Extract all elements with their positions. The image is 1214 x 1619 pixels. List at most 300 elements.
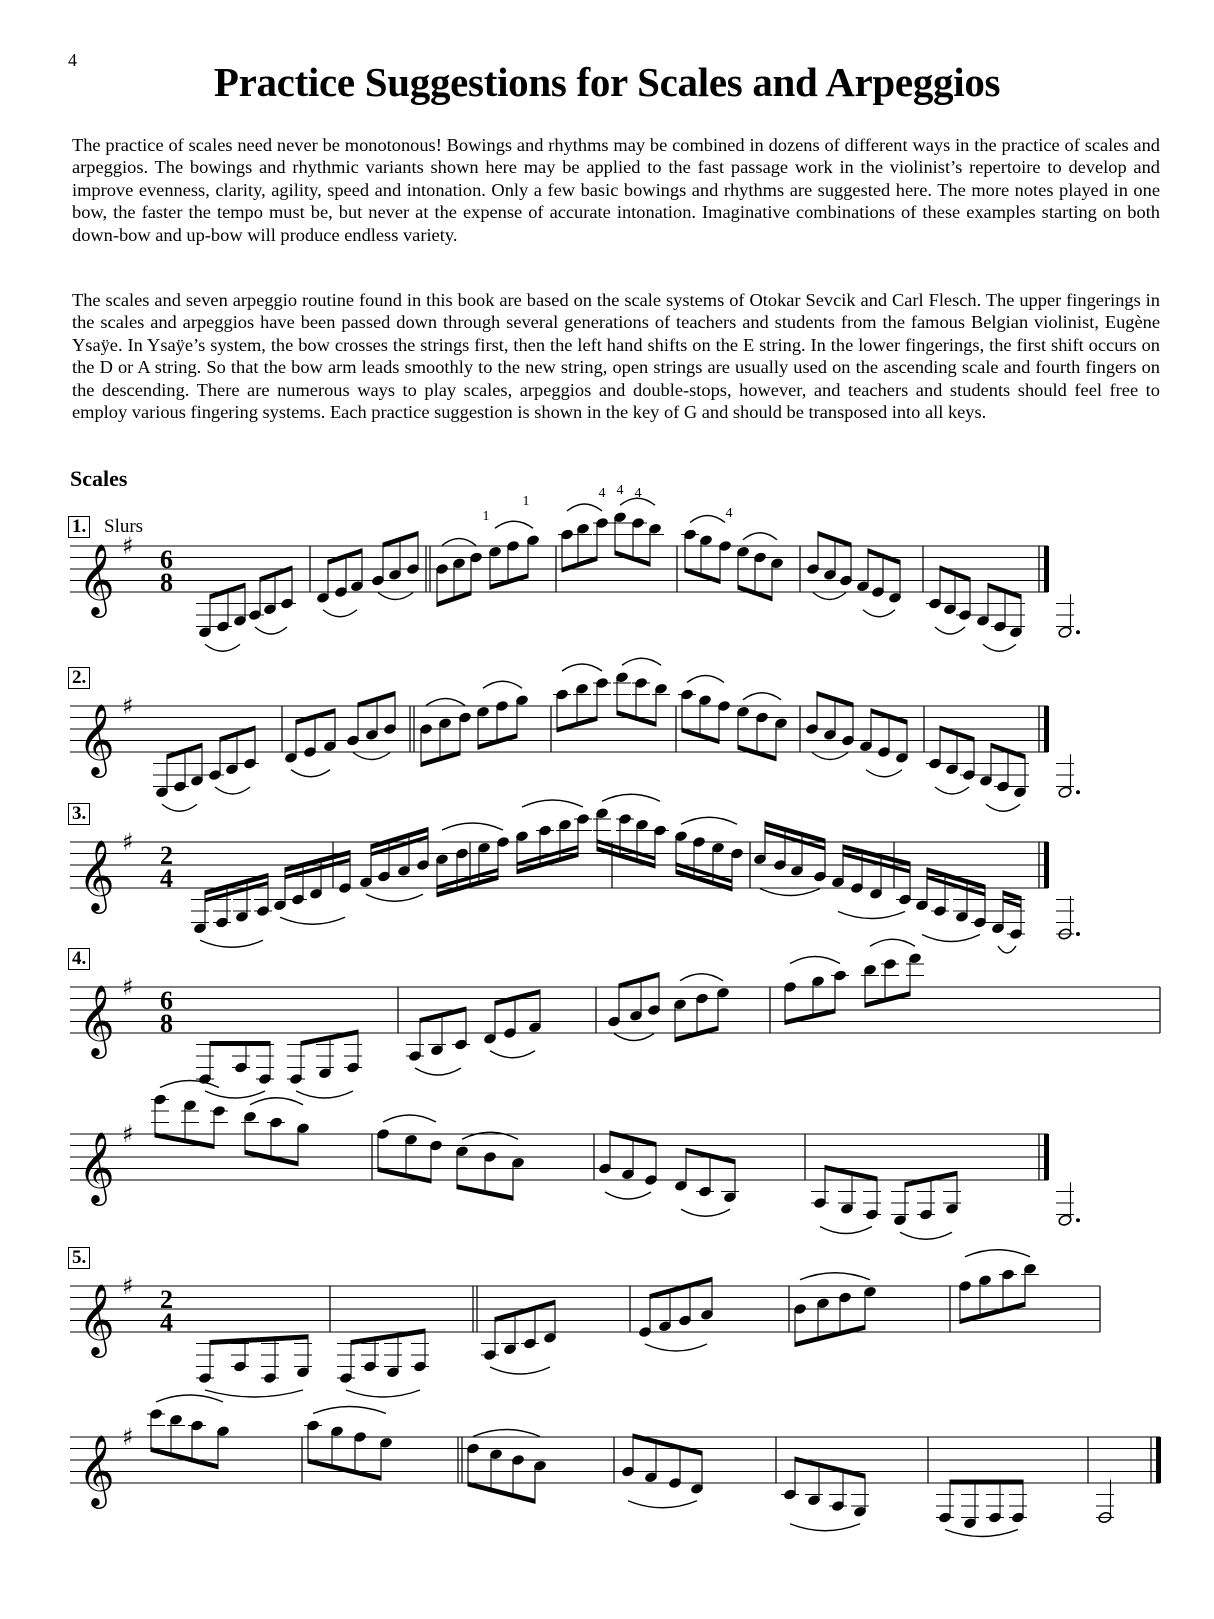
slur: [614, 1034, 654, 1041]
slur: [743, 693, 781, 700]
slur: [162, 804, 197, 811]
slur: [567, 504, 602, 511]
note-head: [379, 1436, 393, 1449]
slur: [838, 912, 905, 919]
note-head: [169, 1413, 183, 1426]
note-head: [898, 893, 912, 906]
slur: [900, 1232, 952, 1239]
beam: [495, 989, 540, 1006]
note-head: [575, 682, 589, 695]
beam: [865, 991, 910, 1008]
note-head: [668, 1477, 682, 1490]
slur: [743, 533, 777, 540]
beam-secondary: [285, 858, 350, 879]
note-head: [723, 1191, 737, 1204]
time-signature-bottom: 8: [160, 568, 173, 597]
note-head: [644, 1471, 658, 1484]
beam: [437, 875, 498, 897]
beam: [421, 750, 460, 767]
beam-secondary: [676, 862, 732, 883]
note-head: [495, 700, 509, 713]
note-head: [629, 1009, 643, 1022]
beam: [905, 1171, 957, 1188]
note-head: [945, 763, 959, 776]
note-head: [330, 1425, 344, 1438]
example-label-4: 4.: [68, 948, 90, 970]
note-head: [730, 847, 744, 860]
beam: [738, 585, 772, 602]
note-head: [318, 1067, 332, 1080]
sharp-icon: ♯: [122, 1423, 134, 1451]
note-head: [773, 859, 787, 872]
note-head: [216, 620, 230, 633]
note-head: [1011, 1511, 1025, 1524]
note-head: [273, 899, 287, 912]
note-head: [538, 824, 552, 837]
beam: [151, 1447, 218, 1469]
note-head: [469, 551, 483, 564]
beam-secondary: [205, 881, 268, 902]
slur: [620, 498, 655, 505]
note-head: [698, 694, 712, 707]
note-head: [233, 614, 247, 627]
beam: [988, 583, 1021, 600]
note-head: [404, 1133, 418, 1146]
note-head: [346, 1061, 360, 1074]
beam: [562, 556, 597, 573]
time-signature-top: 2: [160, 841, 173, 870]
slur: [366, 894, 423, 901]
note-head: [838, 1291, 852, 1304]
note-head: [528, 1021, 542, 1034]
slur: [986, 804, 1020, 811]
note-head: [489, 1448, 503, 1461]
slur: [790, 1524, 860, 1531]
beam: [378, 1167, 431, 1184]
note-head: [198, 1372, 212, 1385]
note-head: [928, 597, 942, 610]
fingering-number: 4: [616, 483, 624, 498]
note-head: [243, 1110, 257, 1123]
note-head: [883, 958, 897, 971]
note-head: [856, 580, 870, 593]
note-head: [1013, 786, 1027, 799]
note-head: [576, 522, 590, 535]
note-head: [958, 609, 972, 622]
beam: [617, 710, 656, 727]
note-head: [807, 1494, 821, 1507]
beam: [308, 1458, 381, 1480]
note-head: [291, 893, 305, 906]
note-head: [435, 563, 449, 576]
note-head: [306, 1419, 320, 1432]
beam-secondary: [597, 839, 655, 860]
slur: [383, 1115, 436, 1122]
beam: [437, 590, 471, 607]
beam: [795, 1325, 865, 1347]
beam: [825, 1165, 877, 1182]
beam: [843, 844, 910, 866]
note-head: [353, 1431, 367, 1444]
note-head: [895, 751, 909, 764]
note-head: [692, 836, 706, 849]
beam: [210, 1334, 308, 1345]
time-signature-bottom: 4: [160, 864, 173, 893]
note-head: [225, 763, 239, 776]
note-head: [1001, 1268, 1015, 1281]
slur: [965, 1250, 1030, 1257]
note-head: [690, 1482, 704, 1495]
half-note-head: [1058, 1214, 1072, 1227]
note-head: [515, 694, 529, 707]
note-head: [377, 870, 391, 883]
note-head: [753, 551, 767, 564]
note-head: [996, 780, 1010, 793]
note-head: [560, 528, 574, 541]
note-head: [430, 1044, 444, 1057]
note-head: [877, 746, 891, 759]
note-head: [973, 916, 987, 929]
note-head: [153, 1093, 167, 1106]
note-head: [406, 563, 420, 576]
sharp-icon: ♯: [122, 692, 134, 720]
note-head: [653, 824, 667, 837]
note-head: [365, 728, 379, 741]
note-head: [793, 1303, 807, 1316]
slur: [562, 664, 602, 671]
note-head: [483, 1349, 497, 1362]
beam: [686, 1148, 735, 1165]
slur: [681, 1209, 730, 1216]
note-head: [256, 905, 270, 918]
beam: [950, 1480, 1023, 1485]
note-head: [533, 1459, 547, 1472]
note-head: [452, 557, 466, 570]
note-head: [419, 723, 433, 736]
note-head: [774, 717, 788, 730]
dot: [1076, 630, 1080, 634]
note-head: [615, 671, 629, 684]
note-head: [323, 740, 337, 753]
slur: [935, 787, 969, 794]
note-head: [397, 864, 411, 877]
note-head: [595, 677, 609, 690]
note-head: [503, 1343, 517, 1356]
note-head: [644, 1174, 658, 1187]
note-head: [193, 922, 207, 935]
sharp-icon: ♯: [122, 828, 134, 856]
note-head: [386, 1366, 400, 1379]
note-head: [215, 916, 229, 929]
note-head: [680, 688, 694, 701]
beam: [210, 583, 245, 600]
note-head: [383, 723, 397, 736]
slur: [605, 1192, 651, 1199]
note-head: [296, 1366, 310, 1379]
note-head: [455, 847, 469, 860]
beam: [871, 708, 907, 725]
note-head: [598, 1162, 612, 1175]
note-head: [429, 1139, 443, 1152]
slur: [645, 1344, 707, 1351]
beam: [785, 1008, 835, 1024]
note-head: [621, 1168, 635, 1181]
beam: [795, 1457, 865, 1479]
slur: [922, 935, 980, 942]
slur: [866, 770, 902, 777]
note-head: [1023, 1262, 1037, 1275]
slur: [205, 644, 240, 651]
beam: [220, 726, 255, 743]
note-head: [416, 859, 430, 872]
note-head: [309, 887, 323, 900]
slur: [462, 1132, 518, 1139]
beam: [495, 1300, 555, 1322]
example-label-1: 1.: [68, 516, 90, 538]
note-head: [269, 1116, 283, 1129]
beam-secondary: [517, 845, 578, 866]
slur: [442, 823, 503, 830]
final-barline: [1044, 546, 1049, 592]
example-label-2: 2.: [68, 667, 90, 689]
note-head: [1009, 626, 1023, 639]
note-head: [558, 818, 572, 831]
note-head: [503, 1027, 517, 1040]
slur: [296, 1091, 353, 1098]
final-barline: [1156, 1437, 1161, 1483]
note-head: [928, 757, 942, 770]
section-heading-scales: Scales: [70, 466, 128, 491]
note-head: [466, 1442, 480, 1455]
note-head: [515, 830, 529, 843]
beam: [619, 972, 659, 989]
slur: [250, 1098, 303, 1105]
dot: [1076, 932, 1080, 936]
page-number: 4: [68, 50, 77, 70]
note-head: [212, 1105, 226, 1118]
beam: [468, 1481, 535, 1503]
note-head: [933, 905, 947, 918]
note-head: [753, 853, 767, 866]
note-head: [455, 1145, 469, 1158]
slur: [291, 770, 330, 777]
beam: [155, 1132, 214, 1149]
note-head: [695, 992, 709, 1005]
note-head: [859, 740, 873, 753]
sharp-icon: ♯: [122, 973, 134, 1001]
note-head: [699, 534, 713, 547]
note-head: [483, 1151, 497, 1164]
note-head: [783, 1488, 797, 1501]
note-head: [958, 1280, 972, 1293]
slur: [680, 974, 723, 981]
fingering-number: 4: [725, 506, 733, 521]
half-note-head: [1058, 928, 1072, 941]
slur: [205, 1390, 303, 1397]
time-signature-top: 2: [160, 1285, 173, 1314]
note-head: [736, 545, 750, 558]
note-head: [258, 1073, 272, 1086]
treble-clef-icon: 𝄞: [78, 1282, 115, 1355]
note-head: [263, 603, 277, 616]
note-head: [943, 603, 957, 616]
note-head: [413, 1360, 427, 1373]
beam-secondary: [843, 852, 910, 873]
note-head: [988, 1511, 1002, 1524]
note-head: [811, 975, 825, 988]
beam: [818, 531, 851, 548]
slur: [160, 1081, 219, 1088]
note-head: [338, 882, 352, 895]
note-head: [296, 1122, 310, 1135]
slur: [323, 610, 357, 617]
note-head: [813, 870, 827, 883]
slur: [820, 1227, 872, 1234]
beam: [358, 691, 395, 708]
note-head: [658, 1320, 672, 1333]
note-head: [595, 807, 609, 820]
note-head: [711, 841, 725, 854]
treble-clef-icon: 𝄞: [78, 542, 115, 615]
note-head: [813, 1197, 827, 1210]
slur: [200, 940, 263, 947]
note-head: [346, 734, 360, 747]
note-head: [816, 1297, 830, 1310]
note-head: [371, 574, 385, 587]
note-head: [511, 1156, 525, 1169]
beam: [490, 573, 528, 590]
half-note-head: [1058, 786, 1072, 799]
note-head: [893, 1214, 907, 1227]
note-head: [915, 899, 929, 912]
slur: [415, 1068, 461, 1075]
beam: [940, 566, 970, 583]
beam: [167, 743, 202, 760]
note-head: [841, 734, 855, 747]
note-head: [526, 534, 540, 547]
beam-secondary: [437, 868, 498, 889]
final-barline: [1044, 706, 1049, 752]
note-head: [888, 591, 902, 604]
note-head: [477, 841, 491, 854]
beam: [633, 1434, 702, 1456]
beam: [205, 873, 268, 895]
note-head: [717, 700, 731, 713]
sharp-icon: ♯: [122, 1120, 134, 1148]
note-head: [638, 1326, 652, 1339]
note-head: [631, 517, 645, 530]
note-head: [938, 1511, 952, 1524]
time-signature-bottom: 4: [160, 1308, 173, 1337]
intro-paragraph-2: The scales and seven arpeggio routine found in this book are based on the scale systems of Otokar Sevcik and Carl Flesch. The upper fingerings in the scales and arpeggios have been passed down through several generations of teachers and students from the famous Belgian violinist, Eugène Ysaÿe. In Ysaÿe’s system, the bow crosses the strings first, then the left hand shifts on the E string. In the lower fingerings, the first shift occurs on the D or A string. So that the bow arm leads smoothly to the new string, open strings are usually used on the ascending scale and fourth fingers on the descending. There are numerous ways to play scales, arpeggios and double-stops, however, and teachers and students should feel free to employ various fingering systems. Each practice suggestion is shown in the key of G and should be transposed into all keys.: [72, 290, 1160, 423]
beam: [457, 1184, 513, 1201]
fingering-number: 1: [482, 509, 490, 524]
note-head: [183, 1099, 197, 1112]
note-head: [280, 597, 294, 610]
note-head: [755, 711, 769, 724]
note-head: [698, 1185, 712, 1198]
note-head: [621, 1465, 635, 1478]
note-head: [607, 1015, 621, 1028]
slur: [483, 681, 522, 688]
beam: [765, 821, 825, 843]
note-head: [388, 568, 402, 581]
example-label-5: 5.: [68, 1247, 90, 1269]
note-head: [871, 586, 885, 599]
note-head: [853, 1505, 867, 1518]
slur: [790, 957, 840, 964]
beam: [675, 1026, 718, 1043]
beam: [597, 846, 655, 868]
slur: [490, 1051, 535, 1058]
note-head: [674, 1179, 688, 1192]
note-head: [576, 813, 590, 826]
beam: [960, 1302, 1025, 1324]
note-head: [919, 1208, 933, 1221]
note-head: [673, 998, 687, 1011]
note-head: [850, 882, 864, 895]
beam: [245, 1150, 298, 1167]
beam: [285, 850, 350, 872]
note-head: [863, 963, 877, 976]
final-barline: [1044, 1134, 1049, 1180]
note-head: [978, 1274, 992, 1287]
note-head: [458, 711, 472, 724]
note-head: [993, 620, 1007, 633]
beam: [650, 1277, 712, 1299]
note-head: [805, 723, 819, 736]
half-note-head: [1098, 1511, 1112, 1524]
note-head: [476, 705, 490, 718]
beam-secondary: [927, 875, 985, 896]
note-head: [979, 774, 993, 787]
note-head: [962, 769, 976, 782]
note-head: [823, 568, 837, 581]
note-head: [831, 876, 845, 889]
note-head: [634, 677, 648, 690]
beam: [478, 733, 517, 750]
beam: [557, 716, 597, 733]
dot: [1076, 1218, 1080, 1222]
beam: [296, 708, 335, 725]
beam: [940, 726, 974, 743]
fingering-number: 4: [634, 486, 642, 501]
note-head: [945, 1202, 959, 1215]
time-signature-bottom: 8: [160, 1009, 173, 1038]
note-head: [863, 1285, 877, 1298]
slur: [313, 1407, 386, 1414]
note-head: [359, 876, 373, 889]
note-head: [555, 688, 569, 701]
note-head: [173, 780, 187, 793]
beam: [682, 727, 719, 744]
note-head: [678, 1314, 692, 1327]
fingering-number: 1: [522, 494, 530, 509]
slur: [870, 939, 915, 946]
beam: [738, 745, 776, 762]
note-head: [647, 1004, 661, 1017]
note-head: [840, 1202, 854, 1215]
slur: [353, 753, 390, 760]
slur: [473, 1430, 540, 1437]
slur: [983, 644, 1016, 651]
note-head: [806, 563, 820, 576]
note-head: [618, 813, 632, 826]
note-head: [483, 1032, 497, 1045]
note-head: [654, 682, 668, 695]
note-head: [790, 864, 804, 877]
note-head: [155, 786, 169, 799]
